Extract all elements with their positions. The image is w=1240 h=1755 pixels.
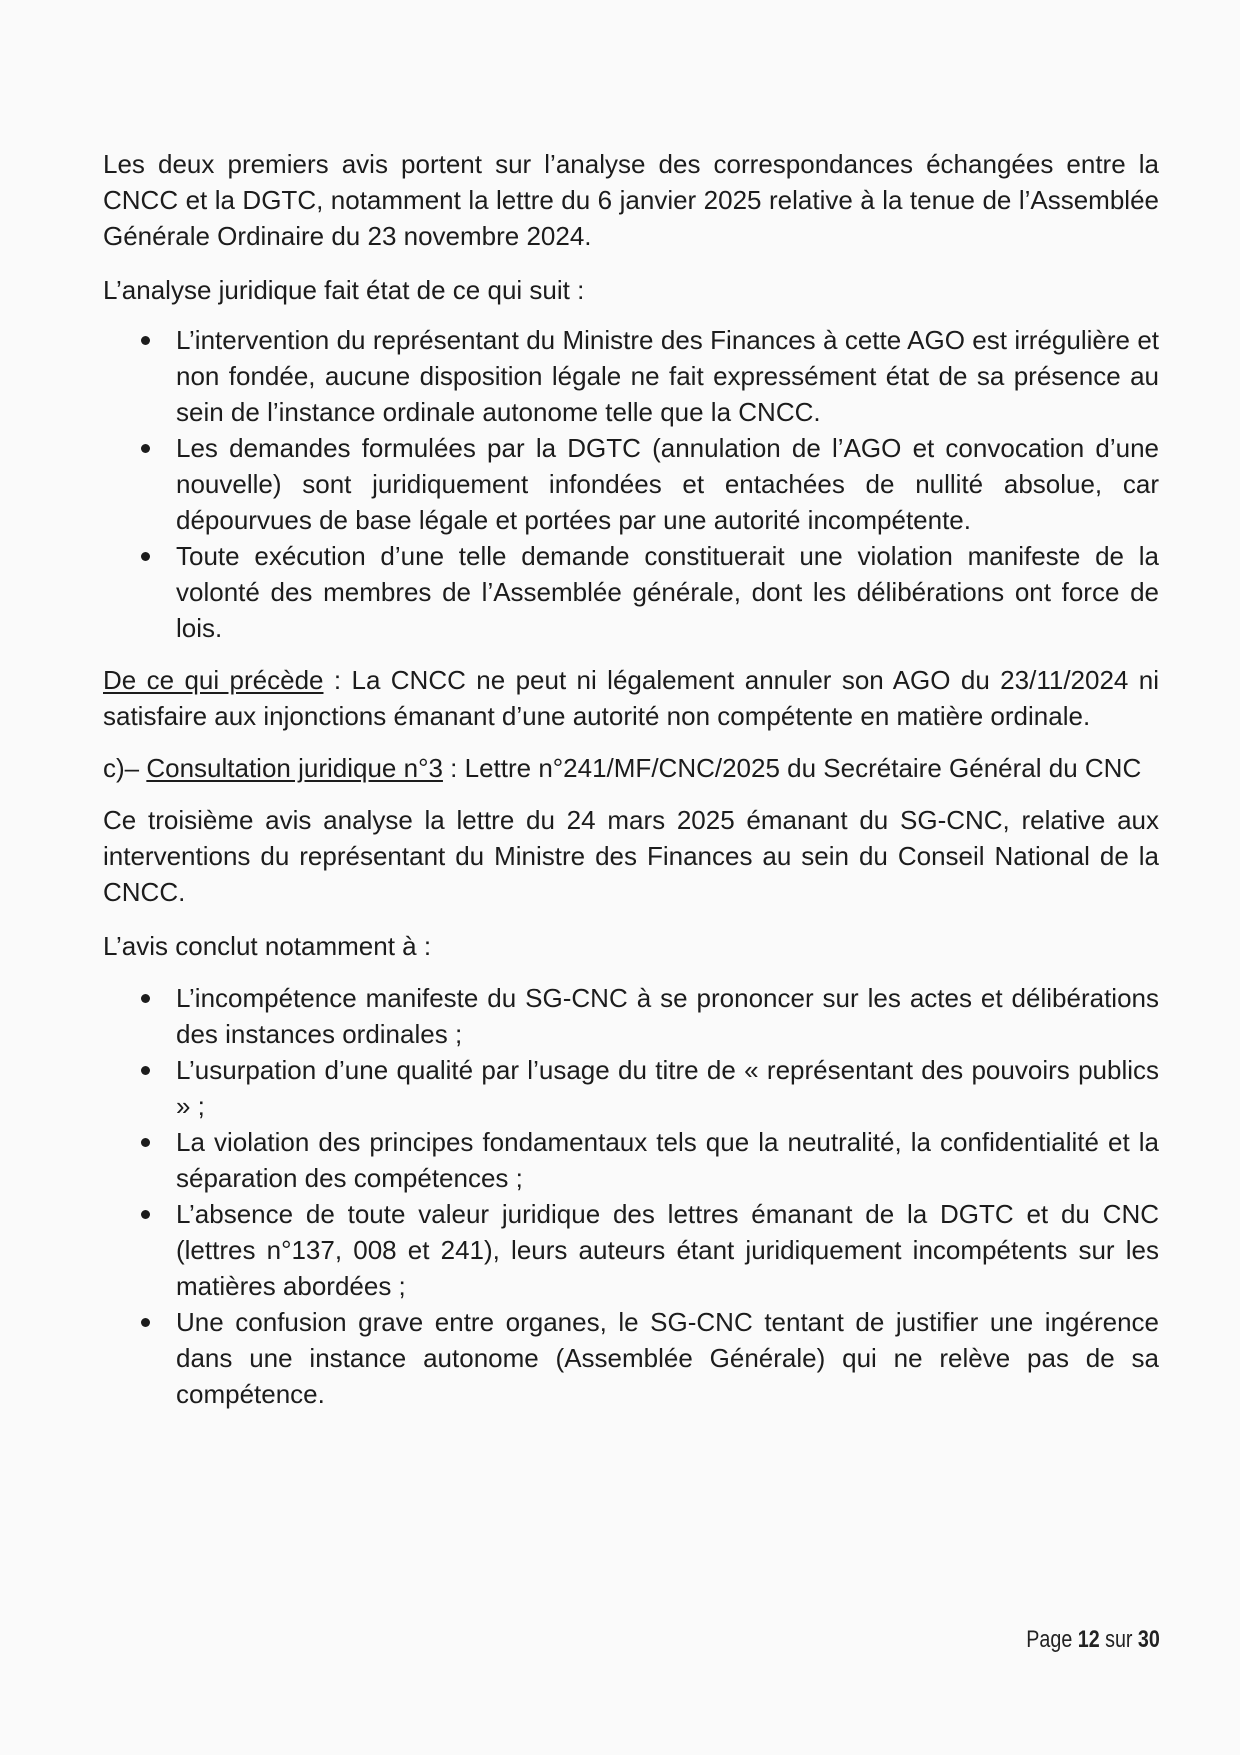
analysis-item: L’intervention du représentant du Ministre des Finances à cette AGO est irrégulière et non fondée, aucune disposition légale ne fait expressément état de sa présence au sein de l’instance ordinale autonome telle que la CNCC. xyxy=(103,322,1159,430)
page-number xyxy=(1026,1626,1160,1654)
analysis-list xyxy=(103,322,1159,646)
bullet-icon xyxy=(141,1138,150,1147)
bullet-icon xyxy=(141,1318,150,1327)
analysis-item: Les demandes formulées par la DGTC (annulation de l’AGO et convocation d’une nouvelle) sont juridiquement infondées et entachées de nullité absolue, car dépourvues de base légale et portées par une autorité incompétente. xyxy=(103,430,1159,538)
bullet-icon xyxy=(141,1066,150,1075)
opinion-lead: L’avis conclut notamment à : xyxy=(103,931,432,961)
opinion-item: L’absence de toute valeur juridique des lettres émanant de la DGTC et du CNC (lettres n°137, 008 et 241), leurs auteurs étant juridiquement incompétents sur les matières abordées ; xyxy=(103,1196,1159,1304)
section-c-label: Consultation juridique n°3 xyxy=(146,753,443,783)
page-total: 30 xyxy=(1138,1626,1160,1653)
bullet-icon xyxy=(141,444,150,453)
bullet-icon xyxy=(141,994,150,1003)
opinion-item: La violation des principes fondamentaux tels que la neutralité, la confidentialité et la séparation des compétences ; xyxy=(103,1124,1159,1196)
section-c-text: : Lettre n°241/MF/CNC/2025 du Secrétaire Général du CNC xyxy=(442,753,1142,783)
of-word: sur xyxy=(1105,1626,1133,1653)
conclusion-text: : La CNCC ne peut ni légalement annuler son AGO du 23/11/2024 ni satisfaire aux injonctions émanant d’une autorité non compétente en matière ordinale. xyxy=(103,665,1159,731)
section-c-prefix: c)– xyxy=(103,753,147,783)
opinion-item: Une confusion grave entre organes, le SG-CNC tentant de justifier une ingérence dans une instance autonome (Assemblée Générale) qui ne relève pas de sa compétence. xyxy=(103,1304,1159,1412)
intro-paragraph: Les deux premiers avis portent sur l’analyse des correspondances échangées entre la CNCC et la DGTC, notamment la lettre du 6 janvier 2025 relative à la tenue de l’Assemblée Générale Ordinaire du 23 novembre 2024. xyxy=(103,149,1159,251)
bullet-icon xyxy=(141,1210,150,1219)
page-body xyxy=(103,146,1159,1412)
bullet-icon xyxy=(141,552,150,561)
page-current: 12 xyxy=(1077,1626,1100,1653)
bullet-icon xyxy=(141,336,150,345)
analysis-lead: L’analyse juridique fait état de ce qui suit : xyxy=(103,275,585,305)
conclusion-paragraph xyxy=(103,662,1159,734)
page-word: Page xyxy=(1026,1626,1073,1653)
section-c-heading xyxy=(103,750,1159,786)
conclusion-label: De ce qui précède xyxy=(103,665,324,695)
third-opinion-paragraph: Ce troisième avis analyse la lettre du 24 mars 2025 émanant du SG-CNC, relative aux interventions du représentant du Ministre des Finances au sein du Conseil National de la CNCC. xyxy=(103,805,1159,907)
analysis-item: Toute exécution d’une telle demande constituerait une violation manifeste de la volonté des membres de l’Assemblée générale, dont les délibérations ont force de lois. xyxy=(103,538,1159,646)
opinion-item: L’incompétence manifeste du SG-CNC à se prononcer sur les actes et délibérations des instances ordinales ; xyxy=(103,980,1159,1052)
opinion-item: L’usurpation d’une qualité par l’usage du titre de « représentant des pouvoirs publics » ; xyxy=(103,1052,1159,1124)
opinion-list xyxy=(103,980,1159,1412)
